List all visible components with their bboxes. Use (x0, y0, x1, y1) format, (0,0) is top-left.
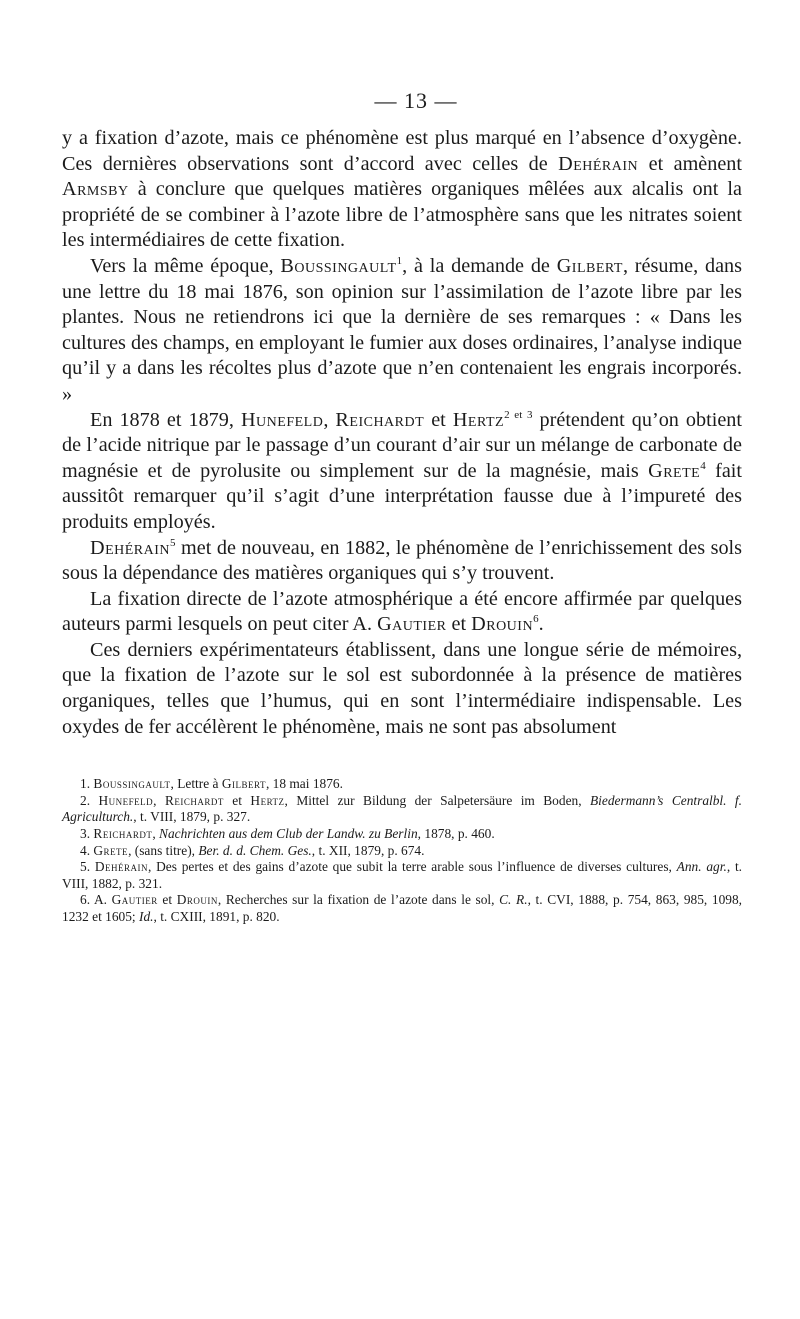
paragraph-1 (62, 126, 742, 254)
page-number: — 13 — (374, 88, 458, 113)
paragraph-2 (62, 254, 742, 408)
author-name: Dehérain (94, 859, 148, 875)
footnote-number: 4. (80, 842, 94, 858)
journal-title: Ber. d. d. Chem. Ges. (198, 842, 312, 858)
paragraph-3 (62, 408, 742, 536)
body-text (62, 126, 742, 740)
footnote-2 (62, 793, 742, 826)
text-run: , 18 mai 1876. (265, 776, 343, 792)
author-name: Hertz (452, 408, 505, 431)
footnote-ref: 2 et 3 (504, 408, 533, 421)
text-run: à conclure que quelques matières organiques mêlées aux alcalis ont la propriété de se combiner à l’azote libre de l’atmosphère sans que les nitrates soient les intermédiaires de cette fixation. (62, 178, 742, 252)
journal-title: Id. (139, 909, 154, 924)
author-name: Hertz (250, 792, 285, 808)
text-run: . (538, 613, 544, 636)
author-name: Hunefeld (98, 792, 154, 808)
text-run: , (sans titre), (128, 842, 199, 858)
footnote-number: 2. (80, 792, 99, 808)
author-name: Gautier (111, 892, 158, 908)
text-run: , 1878, p. 460. (417, 826, 495, 842)
author-name: Armsby (62, 178, 129, 201)
footnote-number: 1. (80, 776, 94, 792)
journal-title: Ann. agr. (676, 859, 727, 875)
text-run: fait aussitôt remarquer qu’il s’agit d’une interprétation fausse due à l’impureté des produits employés. (62, 459, 743, 533)
text-run: , Lettre à (170, 776, 222, 792)
text-run: et (157, 892, 177, 908)
author-name: Drouin (471, 613, 534, 636)
text-run: , Recherches sur la fixation de l’azote dans le sol, (217, 892, 500, 908)
text-run: , (323, 408, 336, 431)
author-name: Boussingault (93, 776, 171, 792)
document-page (62, 88, 742, 926)
footnote-5 (62, 859, 742, 892)
journal-title: Biedermann’s Centralbl. f. Agriculturch. (62, 792, 743, 825)
footnote-ref: 1 (396, 254, 403, 267)
text-run: , à la demande de (402, 254, 557, 277)
text-run: Vers la même époque, (90, 254, 281, 277)
text-run: , t. CVI, 1888, p. 754, 863, 985, 1098, 1232 et 1605; (62, 892, 743, 924)
footnote-3 (62, 826, 742, 843)
footnote-ref: 4 (700, 459, 706, 472)
text-run: A. (93, 892, 112, 908)
footnote-number: 5. (80, 859, 95, 875)
text-run: La fixation directe de l’azote atmosphérique a été encore affirmée par quelques auteurs parmi lesquels on peut citer A. (62, 587, 742, 636)
text-run: , t. CXIII, 1891, p. 820. (153, 909, 280, 924)
paragraph-6 (62, 638, 742, 740)
journal-title: Nachrichten aus dem Club der Landw. zu Berlin (159, 826, 418, 842)
text-run: , t. VIII, 1879, p. 327. (133, 809, 251, 825)
footnote-4 (62, 843, 742, 860)
footnote-6 (62, 892, 742, 925)
text-run: et (223, 792, 251, 808)
text-run: , résume, dans une lettre du 18 mai 1876, son opinion sur l’assimilation de l’azote libre par les plantes. Nous ne retiendrons ici que la dernière de ses remarques : « Dans les cultures des champs, en employant le fumier aux doses ordinaires, l’analyse indique qu’il y a dans les récoltes plus d’azote que n’en contenaient les engrais incorporés. » (62, 254, 742, 405)
author-name: Reichardt (335, 408, 425, 431)
text-run: et (424, 408, 453, 431)
author-name: Reichardt (93, 826, 153, 842)
text-run: , Mittel zur Bildung der Salpetersäure im Boden, (284, 792, 590, 808)
author-name: Gilbert (556, 254, 623, 277)
author-name: Hunefeld (240, 408, 324, 431)
text-run: , t. XII, 1879, p. 674. (311, 842, 425, 858)
footnote-number: 3. (80, 826, 94, 842)
text-run: , (152, 826, 160, 842)
footnotes (62, 776, 742, 925)
author-name: Drouin (176, 892, 218, 908)
text-run: et (446, 613, 472, 636)
text-run: prétendent qu’on obtient de l’acide nitrique par le passage d’un courant d’air sur un mélange de carbonate de magnésie et de pyrolusite ou simplement sur de la magnésie, mais (62, 408, 742, 482)
text-run: , (153, 792, 165, 808)
text-run: et amènent (638, 152, 743, 175)
text-run: , t. VIII, 1882, p. 321. (62, 859, 743, 891)
paragraph-5 (62, 587, 742, 638)
footnote-ref: 6 (533, 613, 539, 626)
author-name: Reichardt (164, 792, 224, 808)
text-run: , Des pertes et des gains d’azote que subit la terre arable sous l’influence de diverses cultures, (147, 859, 677, 875)
author-name: Grete (648, 459, 701, 482)
text-run: Ces derniers expérimentateurs établissent, dans une longue série de mémoires, que la fixation de l’azote sur le sol est subordonnée à la présence de matières organiques, telles que l’humus, qui en sont l’intermédiaire indispensable. Les oxydes de fer accélèrent le phénomène, mais ne sont pas absolument (62, 638, 742, 738)
author-name: Gautier (377, 613, 447, 636)
author-name: Gilbert (221, 776, 266, 792)
text-run: En 1878 et 1879, (90, 408, 241, 431)
text-run: y a fixation d’azote, mais ce phénomène est plus marqué en l’absence d’oxygène. Ces dernières observations sont d’accord avec celles de (62, 127, 742, 175)
text-run: met de nouveau, en 1882, le phénomène de l’enrichissement des sols sous la dépendance des matières organiques qui s’y trouvent. (62, 536, 742, 585)
author-name: Dehérain (90, 536, 171, 559)
journal-title: C. R. (499, 892, 528, 908)
author-name: Grete (93, 842, 129, 858)
footnote-number: 6. (80, 892, 94, 908)
author-name: Dehérain (558, 152, 639, 175)
author-name: Boussingault (280, 254, 397, 277)
footnote-ref: 5 (170, 536, 176, 549)
footnote-1 (62, 776, 742, 793)
paragraph-4 (62, 536, 742, 587)
